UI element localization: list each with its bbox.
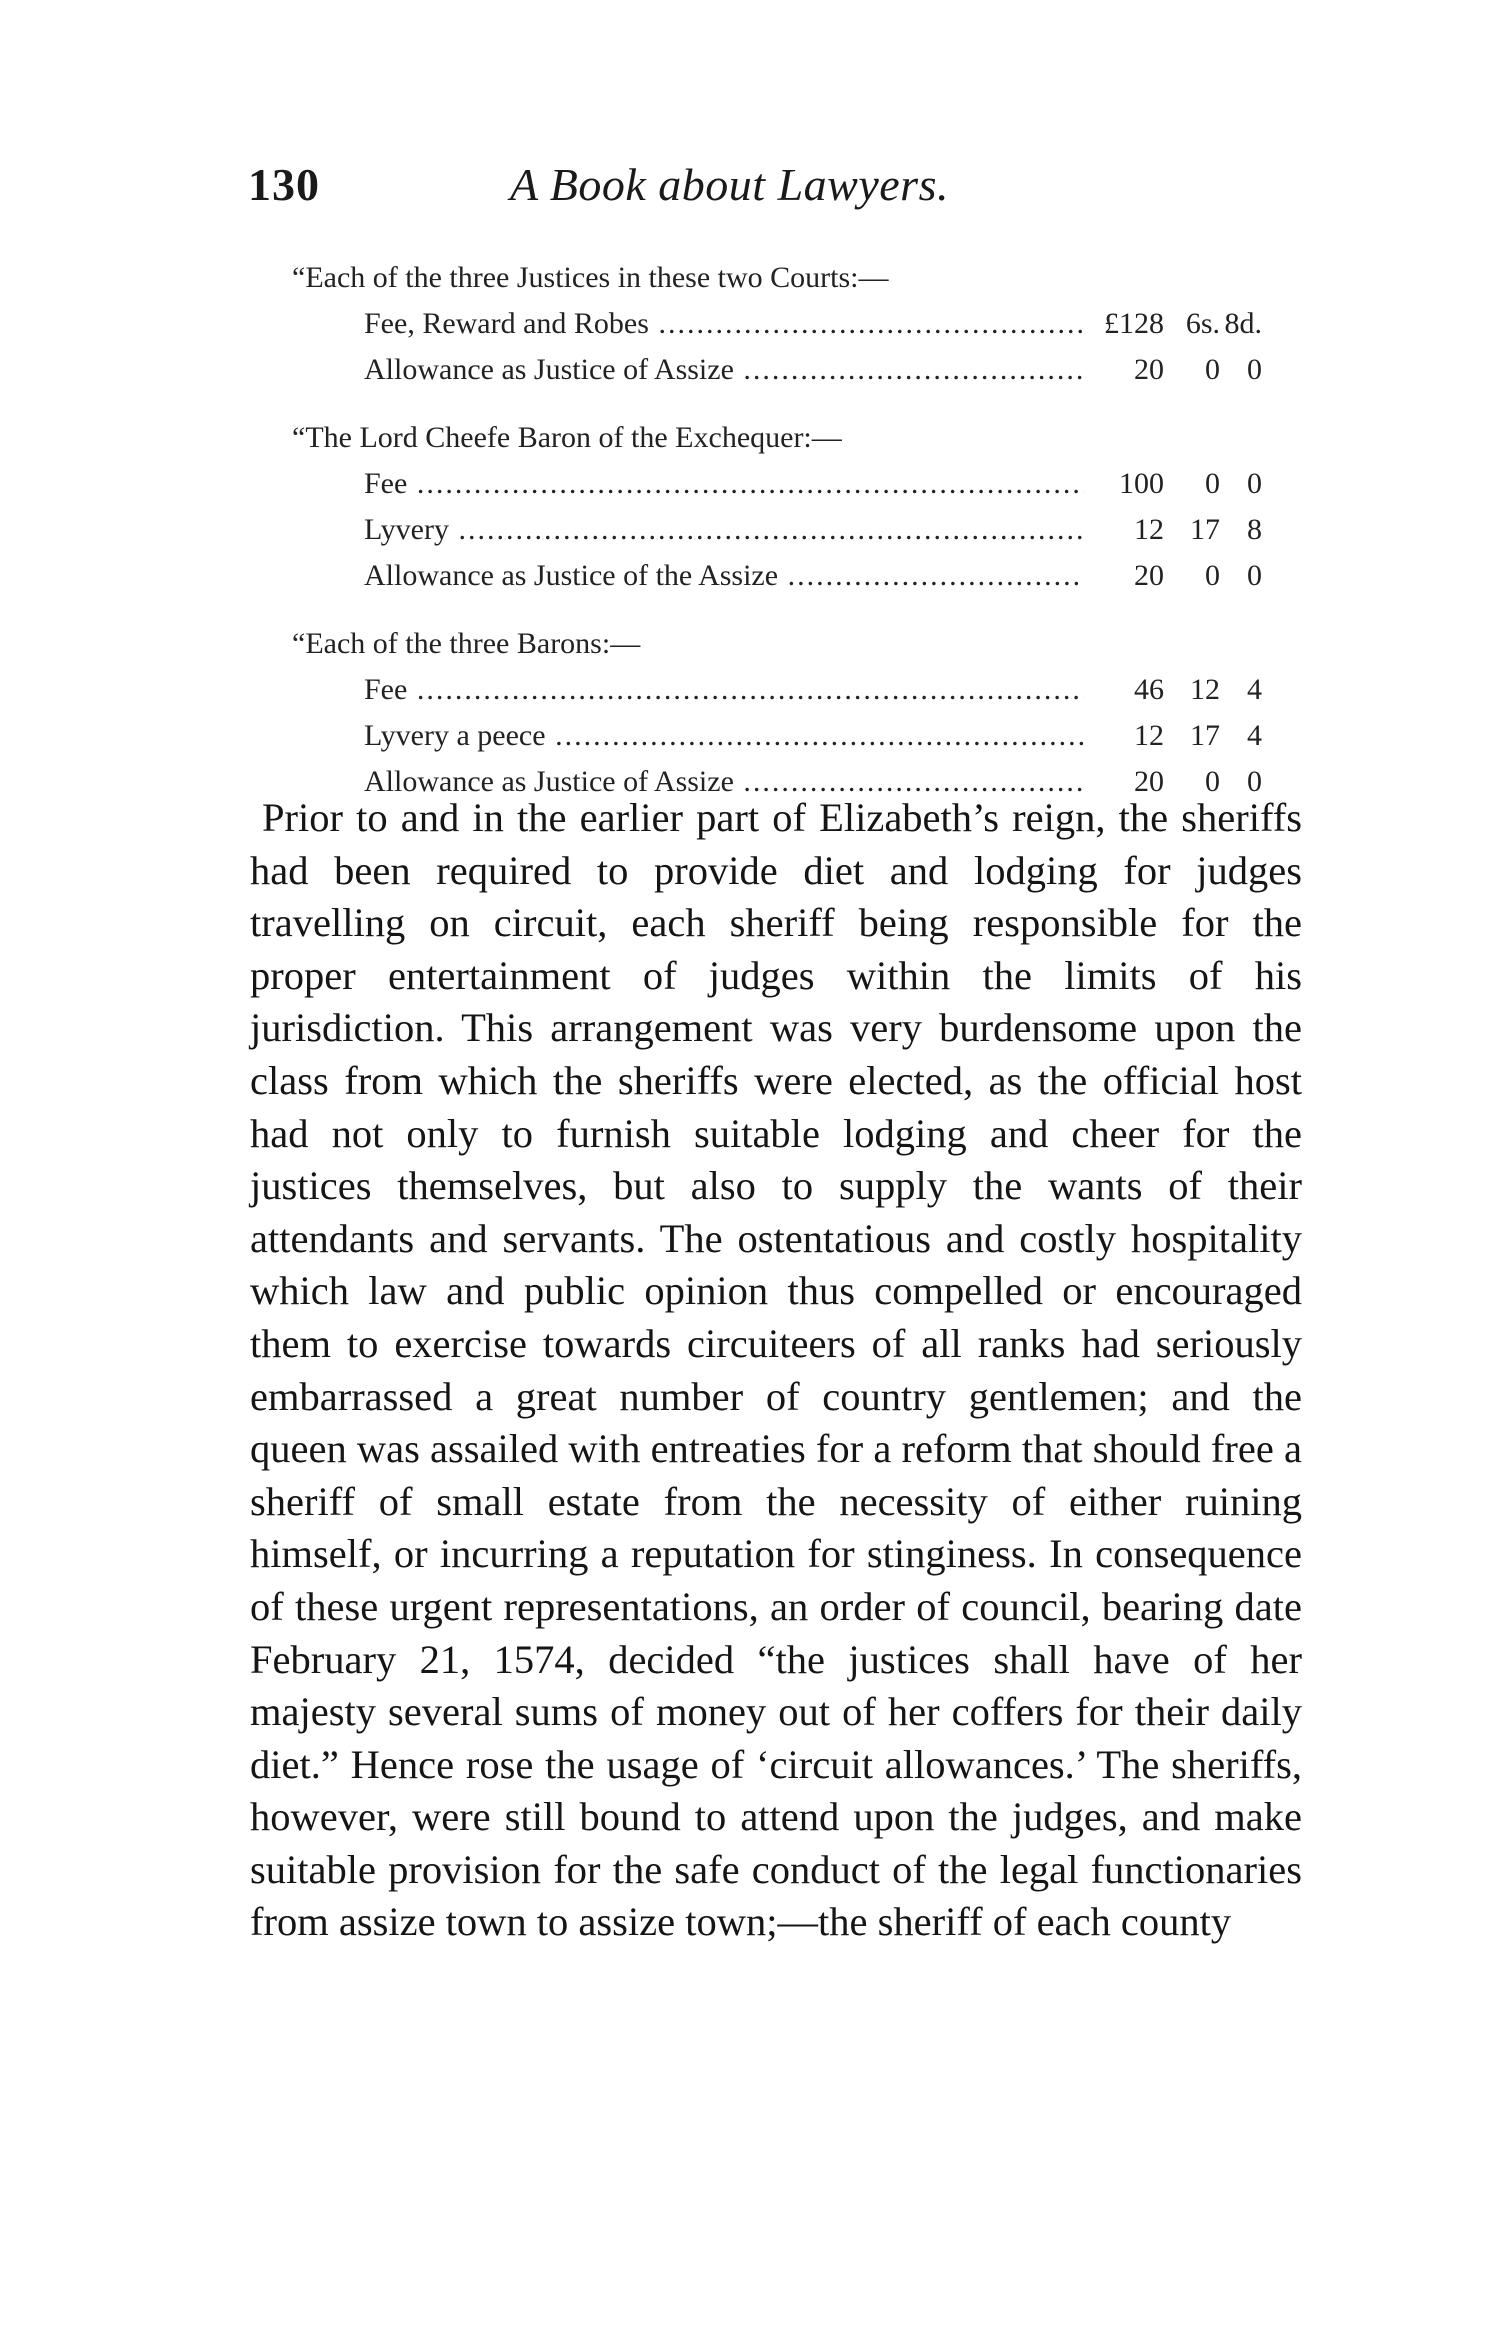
entry-label: Allowance as Justice of Assize bbox=[364, 353, 734, 386]
amount-shillings: 17 bbox=[1190, 513, 1220, 546]
running-header bbox=[248, 158, 1328, 218]
entry-amount bbox=[1092, 347, 1262, 393]
amount-pounds: 100 bbox=[1119, 467, 1164, 500]
schedule-group-chief-baron bbox=[280, 415, 1280, 599]
amount-shillings: 6s. bbox=[1185, 307, 1220, 340]
amount-pounds: 20 bbox=[1134, 765, 1164, 798]
entry-label: Lyvery a peece bbox=[364, 719, 546, 752]
amount-pounds: £128 bbox=[1104, 307, 1164, 340]
body-paragraph: Prior to and in the earlier part of Elizabeth’s reign, the sheriffs had been required to provide diet and lodging for judges travelling on circuit, each sheriff being responsible for the proper entertainment of judges within the limits of his jurisdiction. This arrangement was very burdensome upon the class from which the sheriffs were elected, as the official host had not only to furnish suitable lodging and cheer for the justices themselves, but also to supply the wants of their attendants and servants. The ostentatious and costly hospitality which law and public opinion thus compelled or encouraged them to exercise towards circuiteers of all ranks had seriously embarrassed a great number of country gentlemen; and the queen was assailed with entreaties for a reform that should free a sheriff of small estate from the necessity of either ruining himself, or incurring a reputation for stinginess. In consequence of these urgent representations, an order of council, bearing date February 21, 1574, decided “the justices shall have of her majesty several sums of money out of her coffers for their daily diet.” Hence rose the usage of ‘circuit allowances.’ The sheriffs, however, were still bound to attend upon the judges, and make suitable provision for the safe conduct of the legal functionaries from assize town to assize town;—the sheriff of each county bbox=[250, 795, 1302, 1945]
amount-shillings: 0 bbox=[1205, 559, 1220, 592]
amount-pence: 0 bbox=[1247, 353, 1262, 386]
entry-label: Allowance as Justice of Assize bbox=[364, 765, 734, 798]
schedule-group-barons bbox=[280, 621, 1280, 805]
schedule-entry bbox=[364, 553, 1262, 599]
amount-pence: 4 bbox=[1247, 673, 1262, 706]
schedule-entry bbox=[364, 301, 1262, 347]
entry-label: Fee bbox=[364, 673, 408, 706]
entry-amount bbox=[1092, 713, 1262, 759]
schedule-entry bbox=[364, 667, 1262, 713]
schedule-entry bbox=[364, 461, 1262, 507]
amount-pence: 4 bbox=[1247, 719, 1262, 752]
group-heading: “The Lord Cheefe Baron of the Exchequer:— bbox=[292, 421, 842, 454]
entry-label: Allowance as Justice of the Assize bbox=[364, 559, 779, 592]
entry-label: Fee bbox=[364, 467, 408, 500]
group-heading: “Each of the three Justices in these two Courts:— bbox=[292, 261, 889, 294]
amount-pounds: 12 bbox=[1134, 719, 1164, 752]
amount-pounds: 20 bbox=[1134, 559, 1164, 592]
group-heading: “Each of the three Barons:— bbox=[292, 627, 641, 660]
entry-amount bbox=[1092, 461, 1262, 507]
amount-pence: 0 bbox=[1247, 765, 1262, 798]
amount-shillings: 12 bbox=[1190, 673, 1220, 706]
schedule-entry bbox=[364, 347, 1262, 393]
entry-label: Lyvery bbox=[364, 513, 449, 546]
amount-pence: 0 bbox=[1247, 467, 1262, 500]
entry-amount bbox=[1092, 301, 1262, 347]
salary-schedule bbox=[280, 255, 1280, 827]
amount-pounds: 46 bbox=[1134, 673, 1164, 706]
amount-pence: 0 bbox=[1247, 559, 1262, 592]
schedule-group-justices bbox=[280, 255, 1280, 393]
amount-pounds: 20 bbox=[1134, 353, 1164, 386]
entry-label: Fee, Reward and Robes bbox=[364, 307, 649, 340]
amount-shillings: 0 bbox=[1205, 467, 1220, 500]
amount-shillings: 0 bbox=[1205, 765, 1220, 798]
amount-pence: 8d. bbox=[1224, 307, 1262, 340]
schedule-entry bbox=[364, 713, 1262, 759]
entry-amount bbox=[1092, 553, 1262, 599]
running-title: A Book about Lawyers. bbox=[510, 159, 949, 210]
amount-shillings: 17 bbox=[1190, 719, 1220, 752]
amount-shillings: 0 bbox=[1205, 353, 1220, 386]
entry-amount bbox=[1092, 667, 1262, 713]
amount-pounds: 12 bbox=[1134, 513, 1164, 546]
entry-amount bbox=[1092, 507, 1262, 553]
page-number: 130 bbox=[248, 159, 320, 210]
amount-pence: 8 bbox=[1247, 513, 1262, 546]
schedule-entry bbox=[364, 507, 1262, 553]
